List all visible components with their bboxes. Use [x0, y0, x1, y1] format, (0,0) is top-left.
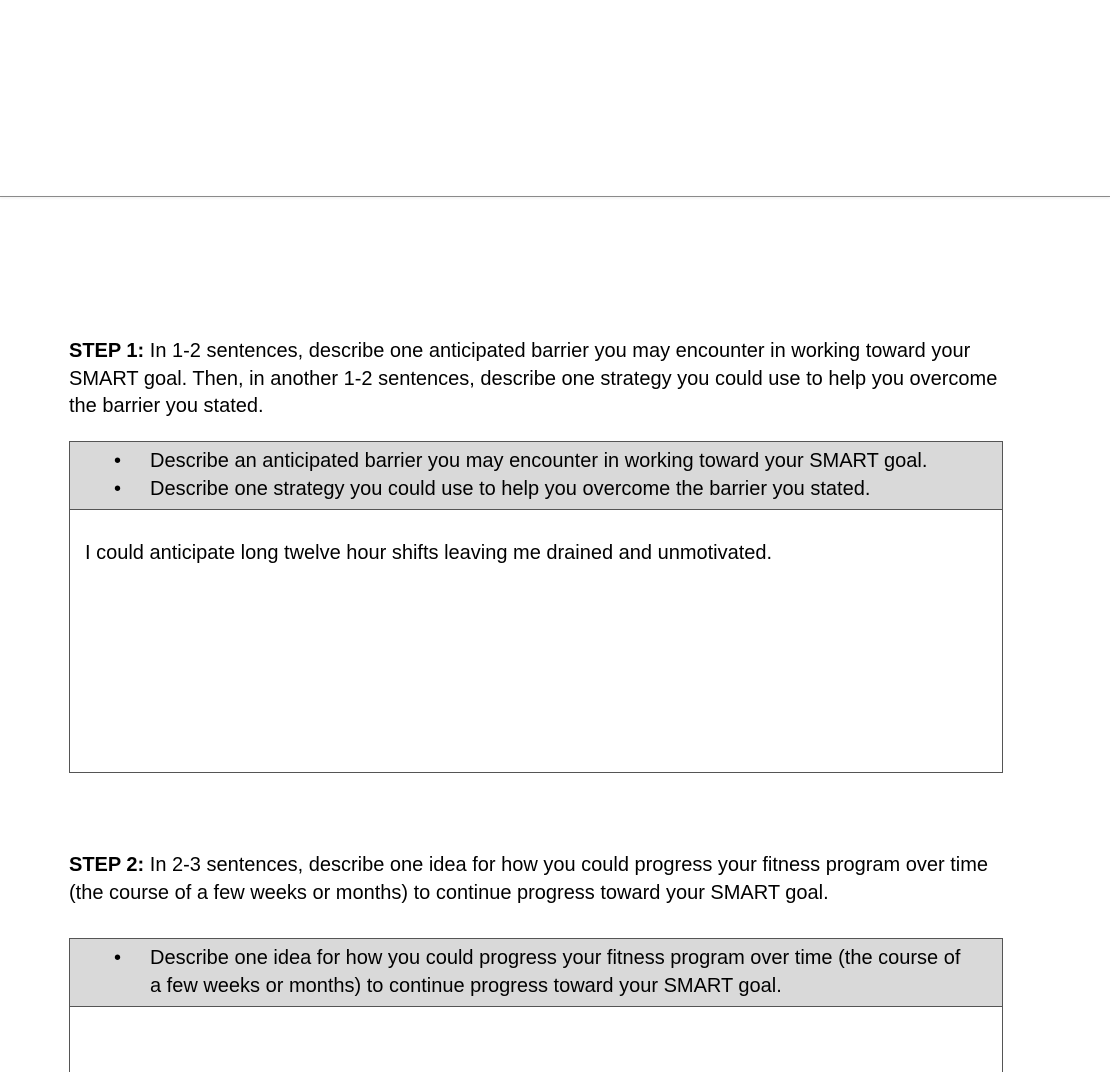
bullet-icon: •	[114, 947, 122, 969]
step2-response-table	[69, 938, 1003, 1072]
step2-prompt-header	[70, 939, 1002, 1007]
step1-instructions	[69, 338, 1009, 421]
step1-prompt-text: Describe an anticipated barrier you may encounter in working toward your SMART goal.	[150, 450, 928, 472]
step1-prompt-item	[70, 448, 972, 476]
step1-prompt-text: Describe one strategy you could use to help you overcome the barrier you stated.	[150, 477, 871, 500]
step2-prompt-item	[70, 945, 972, 1000]
step2-text: In 2-3 sentences, describe one idea for how you could progress your fitness program over time (the course of a few weeks or months) to continue progress toward your SMART goal.	[69, 854, 988, 904]
step1-prompt-header	[70, 442, 1002, 510]
step1-answer-text: I could anticipate long twelve hour shifts leaving me drained and unmotivated.	[85, 542, 773, 564]
step2-answer-cell[interactable]	[70, 1007, 1002, 1037]
step1-label: STEP 1:	[69, 340, 145, 362]
step1-prompt-item	[70, 476, 972, 504]
page-break-divider	[0, 196, 1110, 197]
step1-answer-cell[interactable]	[70, 510, 1002, 568]
step1-response-table	[69, 441, 1003, 773]
step2-instructions	[69, 852, 1009, 907]
bullet-icon: •	[114, 477, 122, 500]
step2-label: STEP 2:	[69, 854, 145, 876]
step1-text: In 1-2 sentences, describe one anticipated barrier you may encounter in working toward your SMART goal. Then, in another 1-2 sentences, describe one strategy you could use to help you overcome the barrier you stated.	[69, 340, 998, 417]
bullet-icon: •	[114, 450, 122, 472]
step2-prompt-text: Describe one idea for how you could progress your fitness program over time (the course of a few weeks or months) to continue progress toward your SMART goal.	[150, 947, 961, 997]
